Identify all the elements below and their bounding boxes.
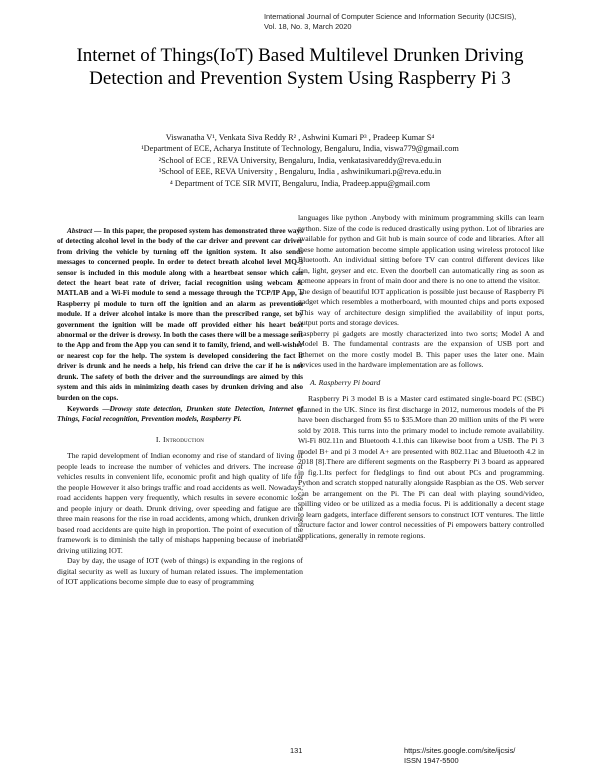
affiliation-1: ¹Department of ECE, Acharya Institute of Technology, Bengaluru, India, viswa779@gmail.com — [141, 144, 459, 154]
abstract-label: Abstract — [67, 226, 93, 235]
journal-volume: Vol. 18, No. 3, March 2020 — [264, 22, 352, 31]
affiliation-3: ³School of EEE, REVA University , Bengaluru, India , ashwinikumari.p@reva.edu.in — [158, 167, 442, 177]
paper-title: Internet of Things(IoT) Based Multilevel Drunken Driving Detection and Prevention System Using Raspberry Pi 3 — [76, 45, 524, 89]
keywords-text: Drowsy state detection, Drunken state Detection, Internet of Things, Facial recognition, Prevention models, Raspberry Pi. — [57, 403, 303, 424]
abstract — [57, 226, 303, 403]
affiliation-4: ⁴ Department of TCE SIR MVIT, Bengaluru, India, Pradeep.appu@gmail.com — [169, 178, 431, 188]
journal-header — [264, 12, 584, 32]
right-paragraph-1: languages like python .Anybody with minimum programming skills can learn python. Size of the code is reduced drastically using python. Lot of libraries are available for python and Git hub is main source of code and libraries. After all these home automation become simple application using wireless protocol like Bluetooth. An individual sitting before TV can control different devices like fan, light, geyser and etc. Even the doorbell can automatically ring as soon as someone appears in front of main door and there is no one to attend the visitor. — [298, 213, 544, 285]
footer-links — [404, 746, 515, 766]
journal-url[interactable]: https://sites.google.com/site/ijcsis/ — [404, 746, 516, 755]
intro-paragraph-2: Day by day, the usage of IOT (web of things) is expanding in the regions of digital security as well as luxury of human related issues. The implementation of IOT applications become simple due to easy of programming — [57, 556, 303, 587]
issn: ISSN 1947-5500 — [404, 756, 459, 765]
right-paragraph-2: The design of beautiful IOT application is possible just because of Raspberry Pi gadget which resembles a motherboard, with mounted chips and ports exposed .This way of architecture design simplified the availability of input ports, output ports and storage devices. — [298, 286, 544, 327]
keywords-label: Keywords — — [67, 403, 110, 413]
right-column — [298, 213, 544, 541]
author-block — [60, 132, 540, 189]
intro-paragraph-1: The rapid development of Indian economy and rise of standard of living of people leads to increase the number of vehicles and drivers. The increase of vehicles results in convenient life, economic profit and high quality of life for the people However it also brings traffic and road accidents as well. Nowadays, road accidents happen very frequently, which results in severe economic loss and people injury or death. Drunk driving, over speeding and fatigue are the three main reasons for the rise in road accidents, among which, drunken driving based road accidents are quite high in proportion. The point of execution of the framework is to diminish the tally of mishaps happening because of inebriated driving utilizing IOT. — [57, 451, 303, 555]
right-paragraph-3: Raspberry pi gadgets are mostly characterized into two sorts; Model A and Model B. The fundamental contrasts are the expansion of USB port and Ethernet on the more costly model B. This paper uses the later one. Main devices used in the hardware implementation are as follows. — [298, 328, 544, 369]
author-names: Viswanatha V¹, Venkata Siva Reddy R² , Ashwini Kumari P³ , Pradeep Kumar S⁴ — [165, 133, 435, 142]
journal-name: International Journal of Computer Science and Information Security (IJCSIS), — [264, 12, 517, 21]
left-column — [57, 226, 303, 588]
raspberry-pi-paragraph: Raspberry Pi 3 model B is a Master card estimated single-board PC (SBC) planned in the UK. Since its first discharge in 2012, numerous models of the Pi have been discharged from $5 to $35.More than 20 million units of the Pi were sold by 2018. This turns into the primary model to include remote availability. Wi-Fi 802.11n and Bluetooth 4.1.this can likewise boot from a USB. The Pi 3 model B+ and pi 3 model A+ are presented with 802.11ac and Bluetooth 4.2 in 2018 [8].There are different segments on the Raspberry Pi 3 board as appeared in fig.1.Its perfect for fledglings to find out about PCs and programming. Python and scratch stopped naturally alongside Raspbian as the OS. Web server can be arrangement on the Pi. The Pi can deal with playing sound/video, spilling video or be utilized as a media focus. Pi is additionally a decent stage to learn gadgets, interface different sensors to construct IOT ventures. The little structure factor and lower control necessities of Pi empowers battery controlled applications, generally in remote regions. — [298, 394, 544, 540]
subsection-heading-raspberry-pi: A. Raspberry Pi board — [310, 377, 381, 387]
section-heading-introduction: I. Introduction — [155, 434, 205, 444]
abstract-text: — In this paper, the proposed system has demonstrated three ways of detecting alcohol level in the body of the car driver and prevent car driver from driving the vehicle by turning off the ignition system. It also sends messages to concerned people. In order to detect breath alcohol level MQ-3 sensor is included in this module along with a heartbeat sensor which can detect the heart beat rate of driver, facial recognition using webcam & MATLAB and a Wi-Fi module to send a message through the TCP/IP App, a Raspberry pi module to turn off the ignition and an alarm as prevention module. If a driver alcohol intake is more than the prescribed range, set by government the ignition will be made off provided either his heart beat abnormal or the driver is drowsy. In both the cases there will be a message sent to the App and from the App you can send it to family, friend, and well-wisher or nearest cop for the help. The system is developed considering the fact if driver is drunk and he needs a help, his friend can drive the car if he is not drunk. The safety of both the driver and the surroundings are aimed by this system and this aids in minimizing death cases by drunken driving and also burden on the cops. — [57, 226, 303, 402]
keywords — [57, 404, 303, 425]
affiliation-2: ²School of ECE , REVA University, Bengaluru, India, venkatasivareddy@reva.edu.in — [158, 155, 442, 165]
page-number: 131 — [290, 746, 303, 755]
